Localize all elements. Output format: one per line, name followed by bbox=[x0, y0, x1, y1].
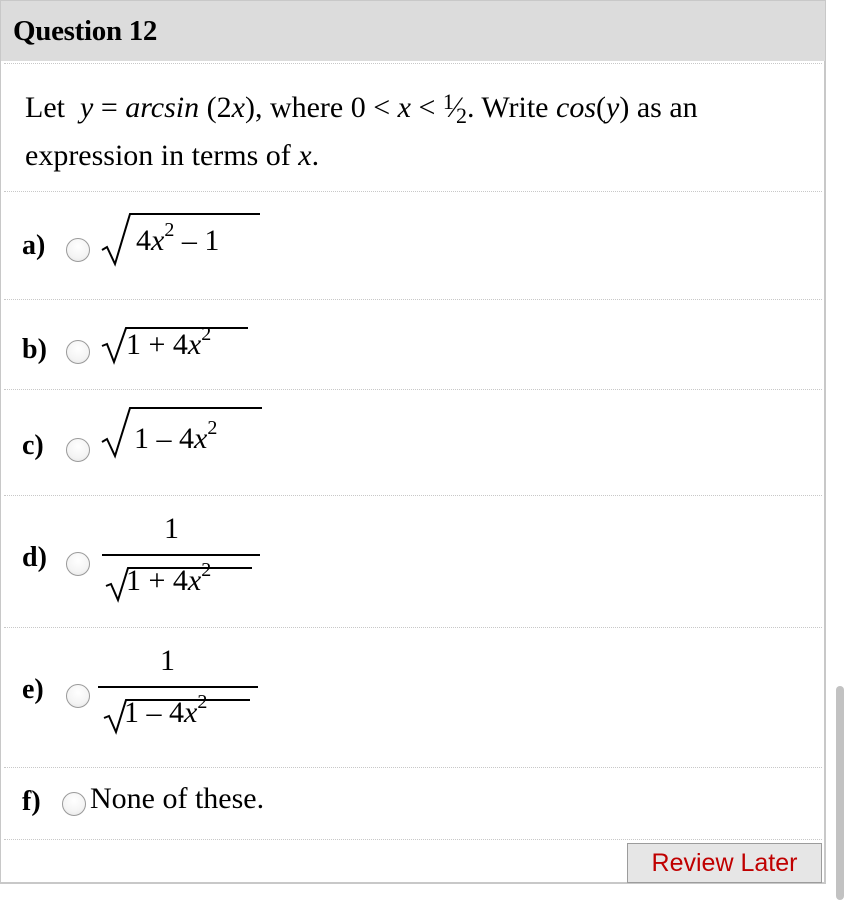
option-letter: a) bbox=[22, 230, 46, 261]
divider bbox=[4, 63, 822, 64]
question-title: Question 12 bbox=[13, 15, 158, 47]
prompt-paren-close: ) bbox=[619, 91, 630, 124]
radicand-part: 1 + 4 bbox=[126, 564, 188, 597]
prompt-lt: < bbox=[418, 91, 436, 124]
half-slash: ⁄ bbox=[452, 91, 458, 124]
prompt-var-y: y bbox=[79, 91, 94, 124]
prompt-as-an: as an bbox=[636, 91, 698, 124]
radio-button[interactable] bbox=[66, 340, 90, 364]
radicand bbox=[126, 559, 212, 598]
radicand-var: x bbox=[187, 328, 202, 361]
radicand-var: x bbox=[184, 696, 198, 729]
fraction-numerator: 1 bbox=[160, 644, 175, 677]
radicand-exponent: 2 bbox=[201, 559, 212, 581]
half-denominator: 2 bbox=[455, 103, 467, 128]
radicand-part: 1 – 4 bbox=[134, 422, 194, 455]
fraction-bar bbox=[98, 686, 258, 688]
prompt-close: ), bbox=[244, 91, 263, 124]
radicand bbox=[134, 417, 218, 456]
radio-button[interactable] bbox=[66, 552, 90, 576]
radicand-exponent: 2 bbox=[197, 691, 208, 713]
prompt-cos-y: y bbox=[606, 91, 620, 124]
divider bbox=[4, 191, 822, 192]
prompt-line2: expression in terms of bbox=[25, 139, 291, 172]
fraction-numerator: 1 bbox=[164, 512, 179, 545]
radicand-var: x bbox=[187, 564, 202, 597]
divider bbox=[4, 495, 822, 496]
prompt-var-x2: x bbox=[397, 91, 411, 124]
radicand bbox=[126, 323, 212, 362]
prompt-paren-open: ( bbox=[596, 91, 606, 124]
divider bbox=[4, 389, 822, 390]
prompt-arcsin: arcsin bbox=[125, 91, 200, 124]
option-letter: f) bbox=[22, 786, 41, 817]
option-letter: b) bbox=[22, 334, 47, 365]
radio-button[interactable] bbox=[66, 684, 90, 708]
radicand bbox=[136, 219, 220, 258]
review-later-button[interactable]: Review Later bbox=[627, 843, 822, 883]
divider bbox=[4, 767, 822, 768]
prompt-text: Let bbox=[25, 91, 65, 124]
prompt-equals: = bbox=[100, 91, 118, 124]
radicand-var: x bbox=[151, 224, 165, 257]
divider bbox=[4, 299, 822, 300]
prompt-var-x: x bbox=[231, 91, 245, 124]
option-letter: c) bbox=[22, 430, 44, 461]
prompt-where: where 0 < bbox=[269, 91, 391, 124]
radio-button[interactable] bbox=[62, 792, 86, 816]
divider bbox=[4, 839, 822, 840]
prompt-var-x3: x bbox=[298, 139, 312, 172]
radicand-exponent: 2 bbox=[164, 219, 175, 241]
option-letter: d) bbox=[22, 542, 47, 573]
radio-button[interactable] bbox=[66, 238, 90, 262]
question-header bbox=[1, 1, 825, 61]
fraction-bar bbox=[102, 554, 260, 556]
radicand bbox=[124, 691, 208, 730]
radicand-part: 1 + 4 bbox=[126, 328, 188, 361]
option-text: None of these. bbox=[90, 782, 265, 815]
scrollbar[interactable] bbox=[836, 686, 844, 900]
radio-button[interactable] bbox=[66, 438, 90, 462]
radicand-part: 4 bbox=[136, 224, 151, 257]
half-numerator: 1 bbox=[442, 89, 454, 114]
radicand-var: x bbox=[194, 422, 208, 455]
option-letter: e) bbox=[22, 674, 44, 705]
radicand-exponent: 2 bbox=[207, 417, 218, 439]
radicand-part: 1 – 4 bbox=[124, 696, 184, 729]
prompt-period: . bbox=[311, 139, 320, 172]
radicand-part: – 1 bbox=[174, 224, 220, 257]
question-prompt bbox=[25, 85, 805, 179]
prompt-arg: (2 bbox=[206, 91, 232, 124]
divider bbox=[4, 627, 822, 628]
radicand-exponent: 2 bbox=[201, 323, 212, 345]
prompt-write: . Write bbox=[466, 91, 549, 124]
prompt-cos: cos bbox=[556, 91, 596, 124]
